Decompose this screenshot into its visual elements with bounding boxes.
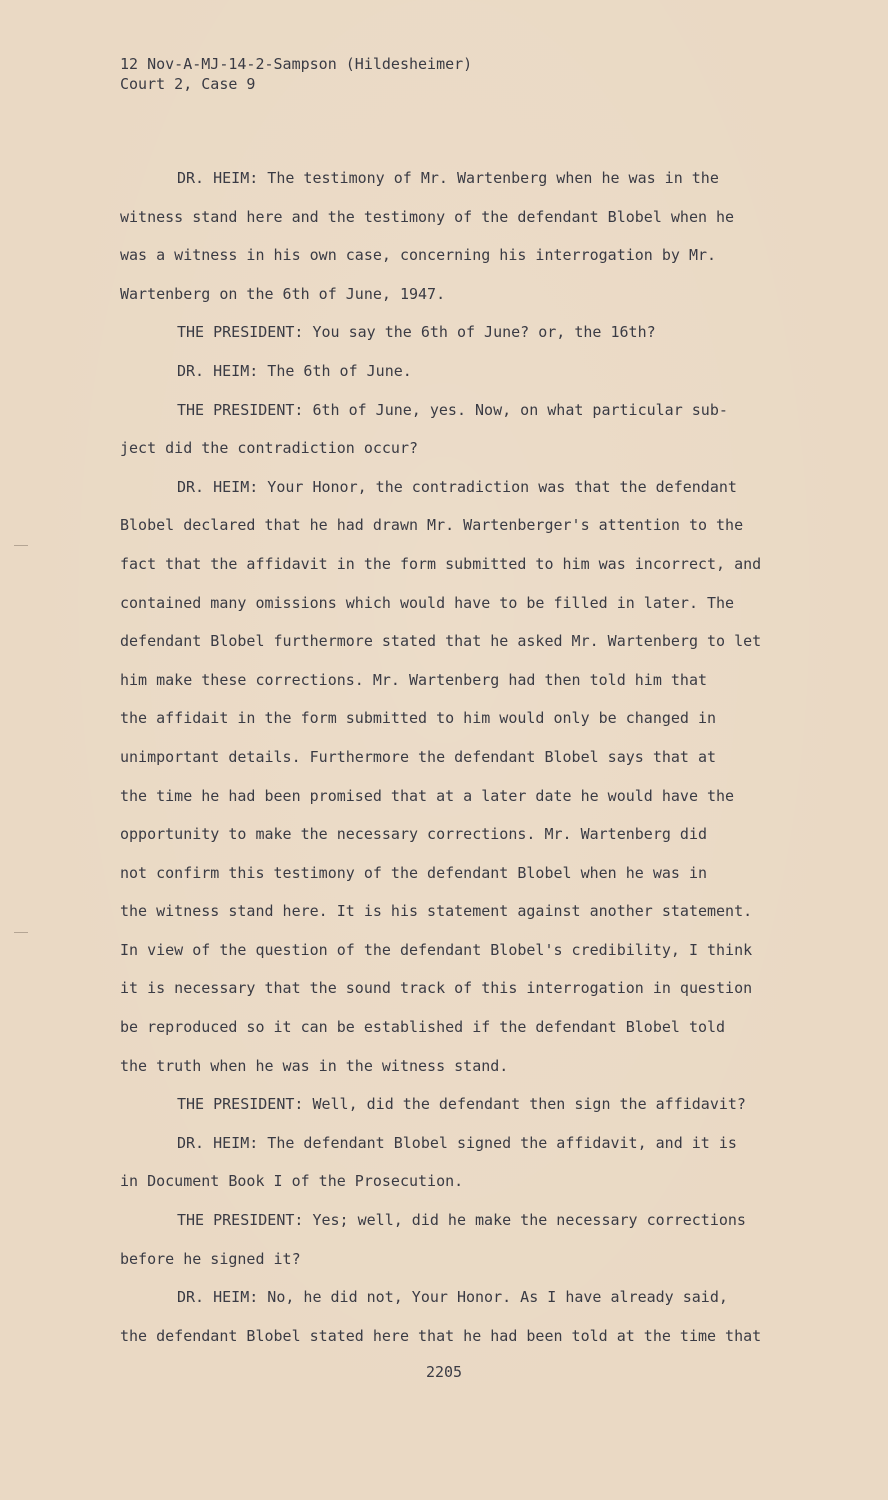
paragraph-heim-testimony [120, 166, 810, 320]
text-line: DR. HEIM: The defendant Blobel signed the affidavit, and it is [177, 1133, 737, 1152]
text-line: him make these corrections. Mr. Wartenberg had then told him that [120, 670, 707, 689]
text-line: be reproduced so it can be established if the defendant Blobel told [120, 1018, 726, 1037]
text-line: witness stand here and the testimony of the defendant Blobel when he [120, 207, 735, 226]
transcript-header [120, 54, 472, 94]
text-line: DR. HEIM: The 6th of June. [177, 361, 412, 380]
text-line: THE PRESIDENT: Well, did the defendant then sign the affidavit? [177, 1095, 746, 1114]
paragraph-president-corrections [120, 1208, 810, 1285]
text-line: Blobel declared that he had drawn Mr. Wartenberger's attention to the [120, 516, 744, 535]
paragraph-heim-signed [120, 1131, 810, 1208]
paragraph-heim-contradiction [120, 475, 810, 1093]
text-line: unimportant details. Furthermore the defendant Blobel says that at [120, 747, 717, 766]
text-line: the affidait in the form submitted to him would only be changed in [120, 709, 717, 728]
text-line: DR. HEIM: Your Honor, the contradiction was that the defendant [177, 477, 737, 496]
text-line: in Document Book I of the Prosecution. [120, 1172, 464, 1191]
paragraph-president-sign [120, 1092, 810, 1131]
text-line: ject did the contradiction occur? [120, 439, 419, 458]
text-line: THE PRESIDENT: You say the 6th of June? or, the 16th? [177, 323, 656, 342]
text-line: the time he had been promised that at a later date he would have the [120, 786, 735, 805]
paragraph-heim-answer [120, 1285, 810, 1362]
page-number: 2205 [425, 1363, 463, 1381]
text-line: opportunity to make the necessary corrections. Mr. Wartenberg did [120, 825, 707, 844]
header-line-2: Court 2, Case 9 [120, 75, 256, 93]
text-line: the witness stand here. It is his statement against another statement. [120, 902, 753, 921]
text-line: not confirm this testimony of the defendant Blobel when he was in [120, 863, 707, 882]
text-line: In view of the question of the defendant Blobel's credibility, I think [120, 940, 753, 959]
text-line: defendant Blobel furthermore stated that he asked Mr. Wartenberg to let [120, 632, 762, 651]
header-line-1: 12 Nov-A-MJ-14-2-Sampson (Hildesheimer) [120, 55, 473, 73]
text-line: fact that the affidavit in the form submitted to him was incorrect, and [120, 554, 762, 573]
text-line: THE PRESIDENT: Yes; well, did he make the necessary corrections [177, 1211, 746, 1230]
paragraph-heim-date [120, 359, 810, 398]
text-line: the truth when he was in the witness stand. [120, 1056, 509, 1075]
text-line: before he signed it? [120, 1249, 301, 1268]
text-line: DR. HEIM: No, he did not, Your Honor. As I have already said, [177, 1288, 728, 1307]
paragraph-president-question [120, 320, 810, 359]
paragraph-president-subject [120, 398, 810, 475]
text-line: was a witness in his own case, concerning his interrogation by Mr. [120, 246, 717, 265]
text-line: Wartenberg on the 6th of June, 1947. [120, 284, 446, 303]
text-line: the defendant Blobel stated here that he had been told at the time that [120, 1326, 762, 1345]
text-line: it is necessary that the sound track of this interrogation in question [120, 979, 753, 998]
transcript-body [120, 166, 810, 1362]
margin-mark [14, 932, 28, 933]
margin-mark [14, 545, 28, 546]
text-line: contained many omissions which would have to be filled in later. The [120, 593, 735, 612]
text-line: DR. HEIM: The testimony of Mr. Wartenberg when he was in the [177, 169, 719, 187]
text-line: THE PRESIDENT: 6th of June, yes. Now, on what particular sub- [177, 400, 728, 419]
